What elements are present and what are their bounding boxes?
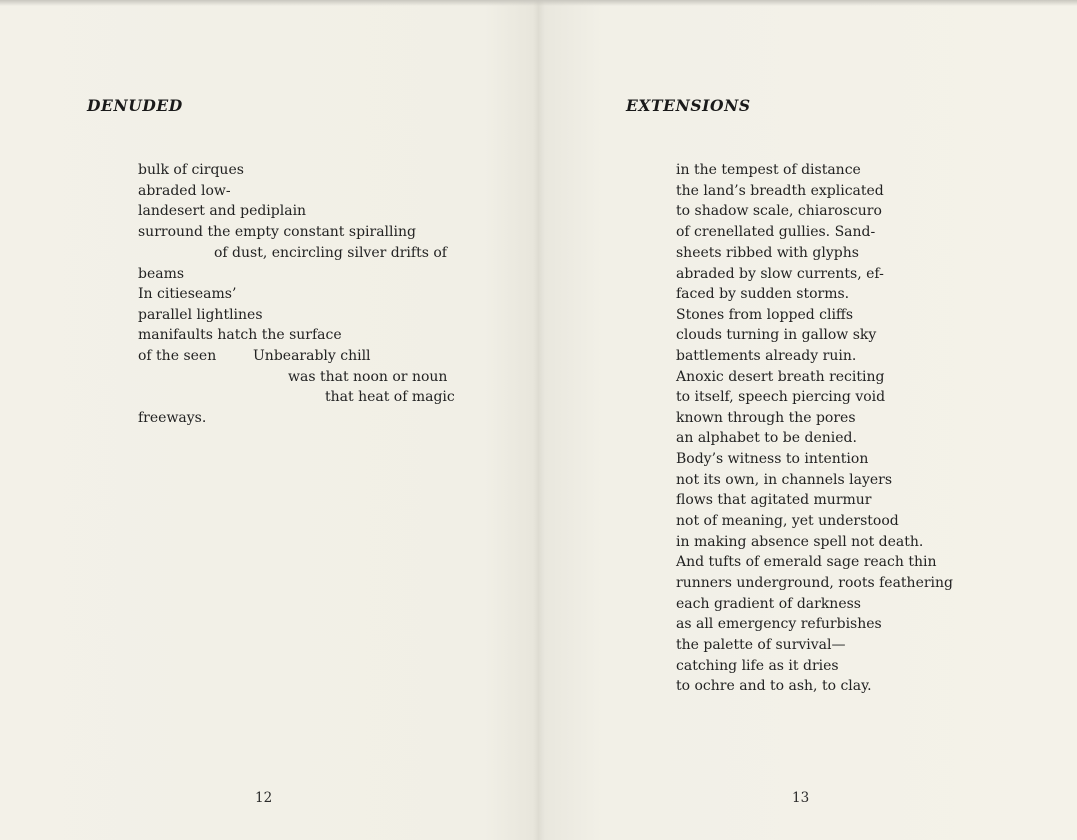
poem-line: the land’s breadth explicated [676, 183, 884, 199]
poem-line: in the tempest of distance [676, 162, 861, 178]
poem-line: an alphabet to be denied. [676, 430, 857, 446]
poem-line: each gradient of darkness [676, 596, 861, 612]
poem-line: of the seen [138, 348, 217, 364]
poem-line: in making absence spell not death. [676, 534, 924, 550]
poem-line: known through the pores [676, 410, 856, 426]
poem-line: the palette of survival— [676, 637, 846, 653]
poem-line: bulk of cirques [138, 162, 244, 178]
poem-title-denuded: DENUDED [87, 96, 183, 115]
page-number-right: 13 [792, 790, 810, 806]
poem-line: Anoxic desert breath reciting [676, 369, 885, 385]
poem-line: sheets ribbed with glyphs [676, 245, 859, 261]
poem-line: surround the empty constant spiralling [138, 224, 416, 240]
poem-line: was that noon or noun [288, 369, 448, 385]
poem-line: parallel lightlines [138, 307, 263, 323]
poem-line: that heat of magic [325, 389, 455, 405]
poem-line: not its own, in channels layers [676, 472, 893, 488]
poem-line: Stones from lopped cliffs [676, 307, 854, 323]
poem-line: battlements already ruin. [676, 348, 857, 364]
poem-line: runners underground, roots feathering [676, 575, 954, 591]
poem-line: to shadow scale, chiaroscuro [676, 203, 882, 219]
poem-line: catching life as it dries [676, 658, 839, 674]
poem-line: clouds turning in gallow sky [676, 327, 877, 343]
poem-line: And tufts of emerald sage reach thin [676, 554, 937, 570]
poem-line: of crenellated gullies. Sand- [676, 224, 876, 240]
poem-line: manifaults hatch the surface [138, 327, 342, 343]
poem-line: In citieseams’ [138, 286, 237, 302]
left-page [0, 0, 538, 840]
poem-line: of dust, encircling silver drifts of [214, 245, 447, 261]
poem-line: faced by sudden storms. [676, 286, 850, 302]
poem-line: abraded low- [138, 183, 231, 199]
poem-line: to itself, speech piercing void [676, 389, 886, 405]
poem-line: freeways. [138, 410, 207, 426]
poem-line: beams [138, 266, 185, 282]
poem-line: Body’s witness to intention [676, 451, 869, 467]
poem-title-extensions: EXTENSIONS [626, 96, 751, 115]
page-number-left: 12 [255, 790, 273, 806]
poem-line: to ochre and to ash, to clay. [676, 678, 872, 694]
right-page [538, 0, 1077, 840]
poem-line: landesert and pediplain [138, 203, 307, 219]
poem-line: as all emergency refurbishes [676, 616, 882, 632]
poem-line: Unbearably chill [253, 348, 371, 364]
poem-line: abraded by slow currents, ef- [676, 266, 884, 282]
poem-line: flows that agitated murmur [676, 492, 872, 508]
poem-line: not of meaning, yet understood [676, 513, 899, 529]
